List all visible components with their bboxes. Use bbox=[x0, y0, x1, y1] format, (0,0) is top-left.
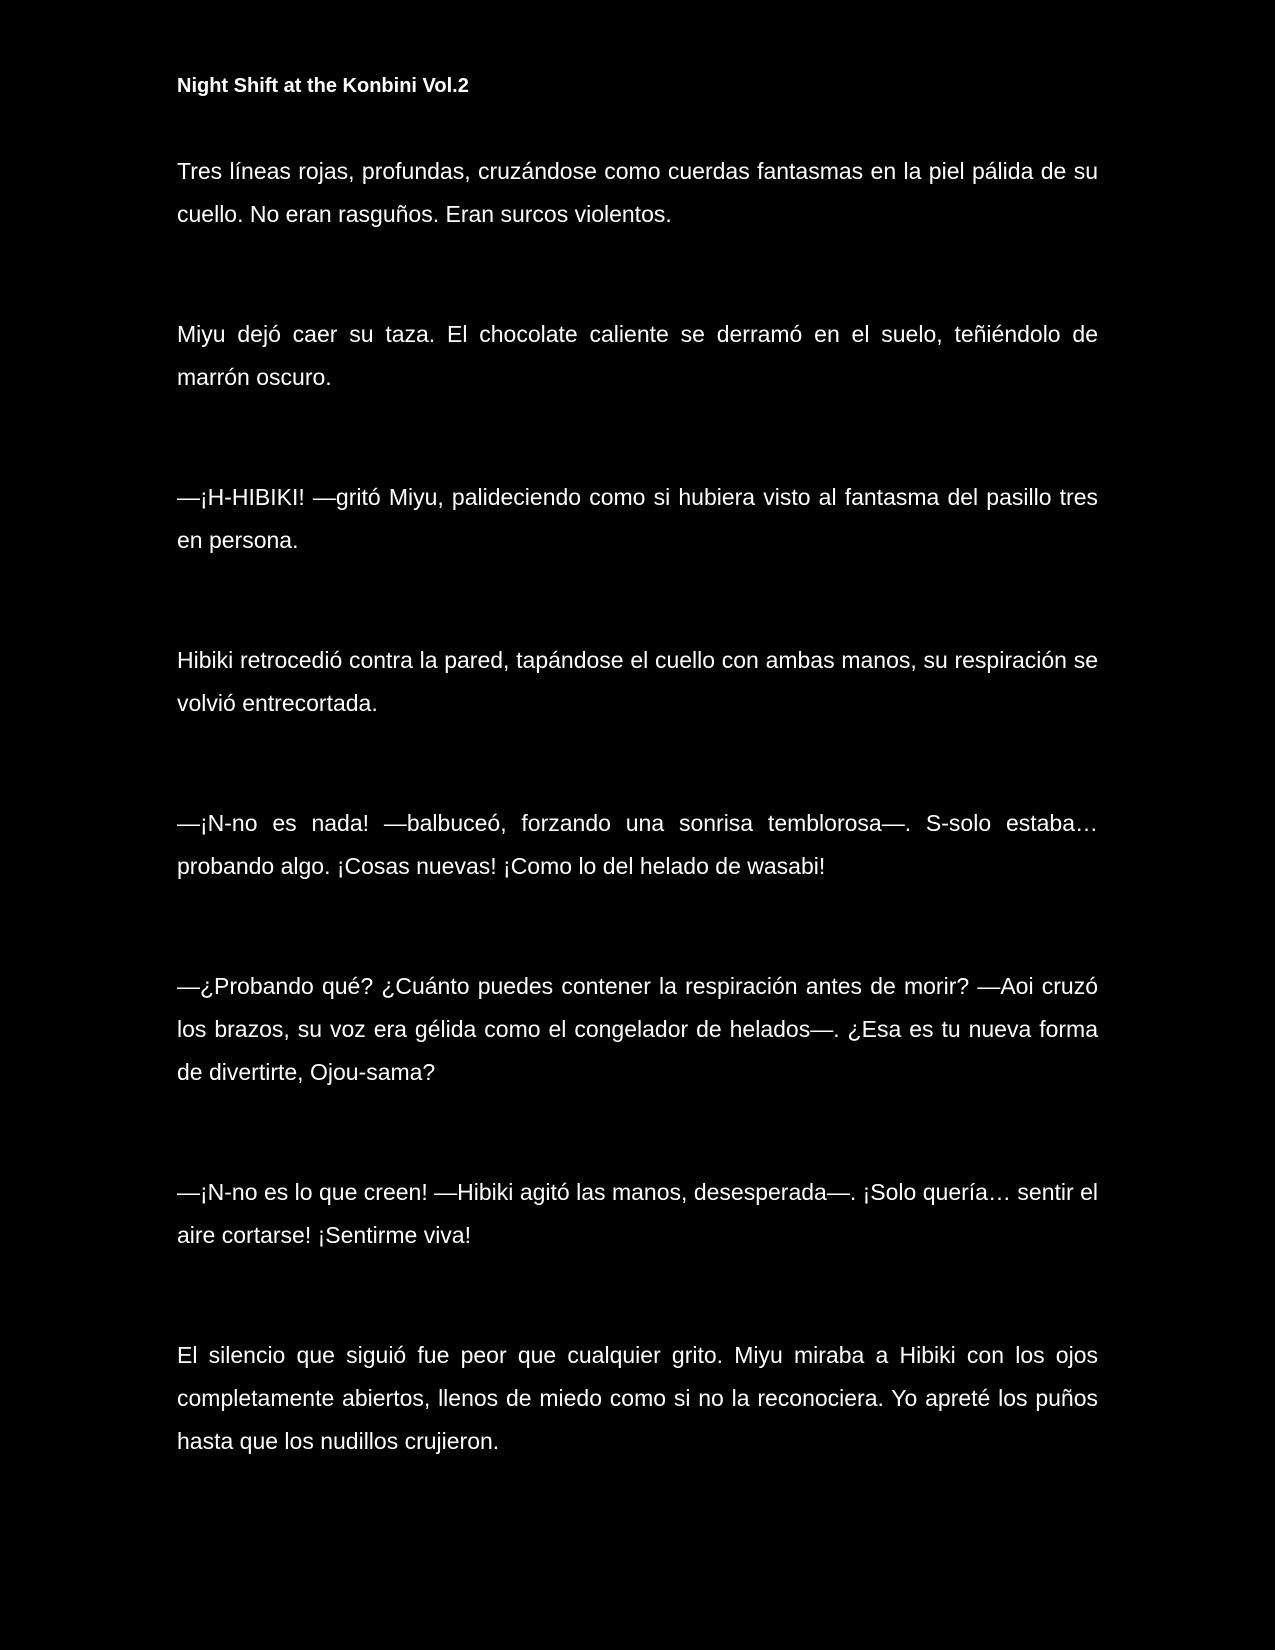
running-header: Night Shift at the Konbini Vol.2 bbox=[177, 75, 469, 97]
paragraph: Hibiki retrocedió contra la pared, tapándose el cuello con ambas manos, su respiración se volvió entrecortada. bbox=[177, 647, 1098, 716]
document-page bbox=[177, 70, 1098, 1540]
paragraph: —¡N-no es nada! —balbuceó, forzando una sonrisa temblorosa—. S-solo estaba… probando algo. ¡Cosas nuevas! ¡Como lo del helado de wasabi! bbox=[177, 810, 1098, 879]
paragraph: —¿Probando qué? ¿Cuánto puedes contener la respiración antes de morir? —Aoi cruzó los brazos, su voz era gélida como el congelador de helados—. ¿Esa es tu nueva forma de divertirte, Ojou-sama? bbox=[177, 973, 1098, 1085]
paragraph: Miyu dejó caer su taza. El chocolate caliente se derramó en el suelo, teñiéndolo de marrón oscuro. bbox=[177, 321, 1098, 390]
paragraph: —¡H-HIBIKI! —gritó Miyu, palideciendo como si hubiera visto al fantasma del pasillo tres en persona. bbox=[177, 484, 1098, 553]
paragraph: —¡N-no es lo que creen! —Hibiki agitó las manos, desesperada—. ¡Solo quería… sentir el aire cortarse! ¡Sentirme viva! bbox=[177, 1179, 1098, 1248]
paragraph: El silencio que siguió fue peor que cualquier grito. Miyu miraba a Hibiki con los ojos completamente abiertos, llenos de miedo como si no la reconociera. Yo apreté los puños hasta que los nudillos crujieron. bbox=[177, 1342, 1098, 1454]
paragraph: Tres líneas rojas, profundas, cruzándose como cuerdas fantasmas en la piel pálida de su cuello. No eran rasguños. Eran surcos violentos. bbox=[177, 158, 1098, 227]
